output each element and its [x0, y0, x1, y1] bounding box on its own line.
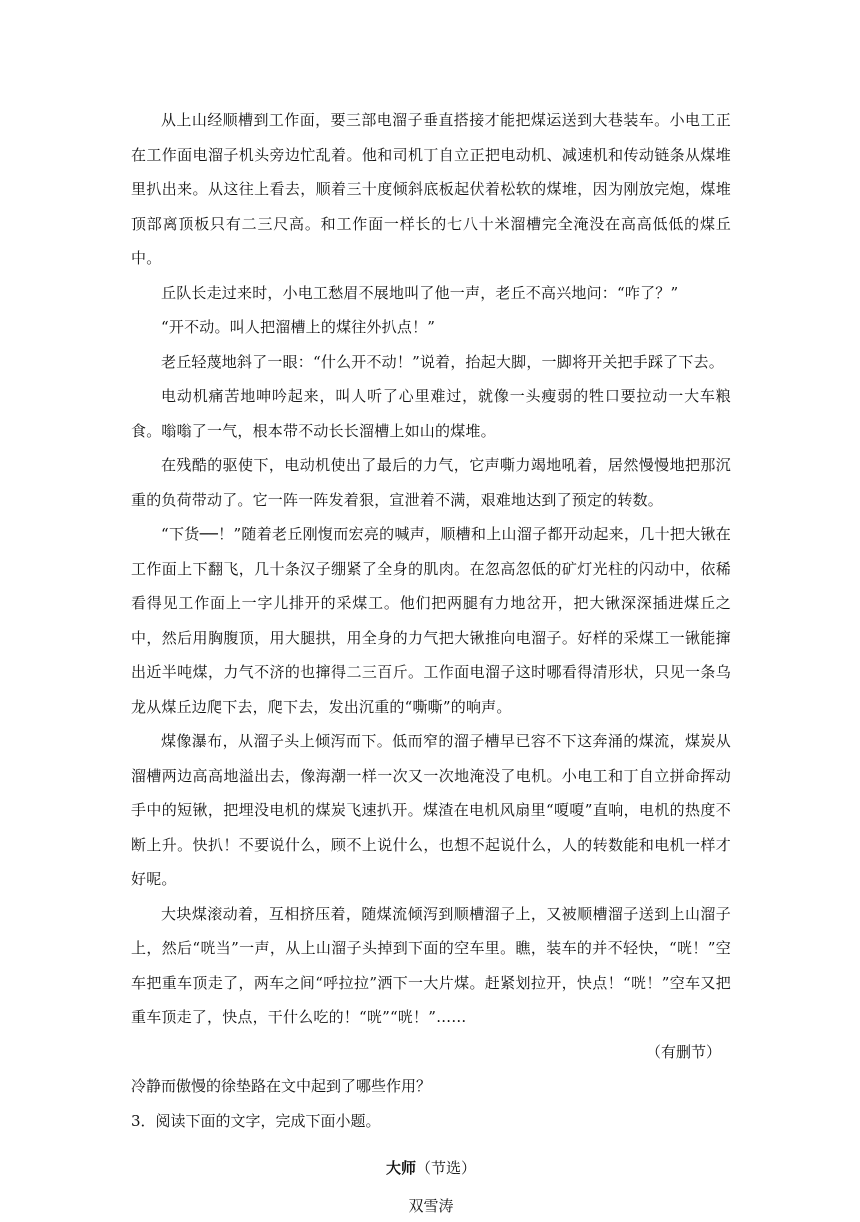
- next-item-instruction: 3．阅读下面的文字，完成下面小题。: [131, 1111, 381, 1130]
- next-passage-title: [131, 1152, 731, 1184]
- title-main: 大师: [385, 1159, 416, 1177]
- question-text: 冷静而傲慢的徐垫路在文中起到了哪些作用？: [131, 1077, 432, 1095]
- next-passage-author: 双雪涛: [408, 1197, 454, 1215]
- abridged-note: （有删节）: [645, 1042, 721, 1061]
- passage-paragraph-5: 电动机痛苦地呻吟起来，叫人听了心里难过，就像一头瘦弱的牲口要拉动一大车粮食。嗡嗡了一气，根本带不动长长溜槽上如山的煤堆。: [131, 387, 731, 440]
- passage-body: [131, 103, 731, 1222]
- title-suffix: （节选）: [416, 1159, 477, 1177]
- passage-paragraph-1: 从上山经顺槽到工作面，要三部电溜子垂直搭接才能把煤运送到大巷装车。小电工正在工作面电溜子机头旁边忙乱着。他和司机丁自立正把电动机、减速机和传动链条从煤堆里扒出来。从这往上看去，顺着三十度倾斜底板起伏着松软的煤堆，因为刚放完炮，煤堆顶部离顶板只有二三尺高。和工作面一样长的七八十米溜槽完全淹没在高高低低的煤丘中。: [131, 111, 731, 267]
- passage-paragraph-3: “开不动。叫人把溜槽上的煤往外扒点！”: [161, 318, 436, 336]
- passage-paragraph-9: 大块煤滚动着，互相挤压着，随煤流倾泻到顺槽溜子上，又被顺槽溜子送到上山溜子上，然后“咣当”一声，从上山溜子头掉到下面的空车里。瞧，装车的并不轻快，“咣！”空车把重车顶走了，两车之间“呼拉拉”洒下一大片煤。赶紧划拉开，快点！“咣！”空车又把重车顶走了，快点，干什么吃的！“咣”“咣！”……: [131, 904, 731, 1026]
- passage-paragraph-4: 老丘轻蔑地斜了一眼：“什么开不动！”说着，抬起大脚，一脚将开关把手踩了下去。: [161, 352, 724, 371]
- passage-paragraph-6: 在残酷的驱使下，电动机使出了最后的力气，它声嘶力竭地吼着，居然慢慢地把那沉重的负荷带动了。它一阵一阵发着狠，宣泄着不满，艰难地达到了预定的转数。: [131, 456, 731, 509]
- passage-paragraph-8: 煤像瀑布，从溜子头上倾泻而下。低而窄的溜子槽早已容不下这奔涌的煤流，煤炭从溜槽两边高高地溢出去，像海潮一样一次又一次地淹没了电机。小电工和丁自立拼命挥动手中的短锹，把埋没电机的煤炭飞速扒开。煤渣在电机风扇里“嗄嗄”直响，电机的热度不断上升。快扒！不要说什么，顾不上说什么，也想不起说什么，人的转数能和电机一样才好呢。: [131, 732, 731, 888]
- passage-paragraph-7: “下货──！”随着老丘刚愎而宏亮的喊声，顺槽和上山溜子都开动起来，几十把大锹在工作面上下翻飞，几十条汉子绷紧了全身的肌肉。在忽高忽低的矿灯光柱的闪动中，依稀看得见工作面上一字儿排开的采煤工。他们把两腿有力地岔开，把大锹深深插进煤丘之中，然后用胸腹顶，用大腿拱，用全身的力气把大锹推向电溜子。好样的采煤工一锹能撺出近半吨煤，力气不济的也撺得二三百斤。工作面电溜子这时哪看得清形状，只见一条乌龙从煤丘边爬下去，爬下去，发出沉重的“嘶嘶”的响声。: [131, 525, 731, 716]
- passage-paragraph-2: 丘队长走过来时，小电工愁眉不展地叫了他一声，老丘不高兴地问：“咋了？”: [161, 283, 679, 302]
